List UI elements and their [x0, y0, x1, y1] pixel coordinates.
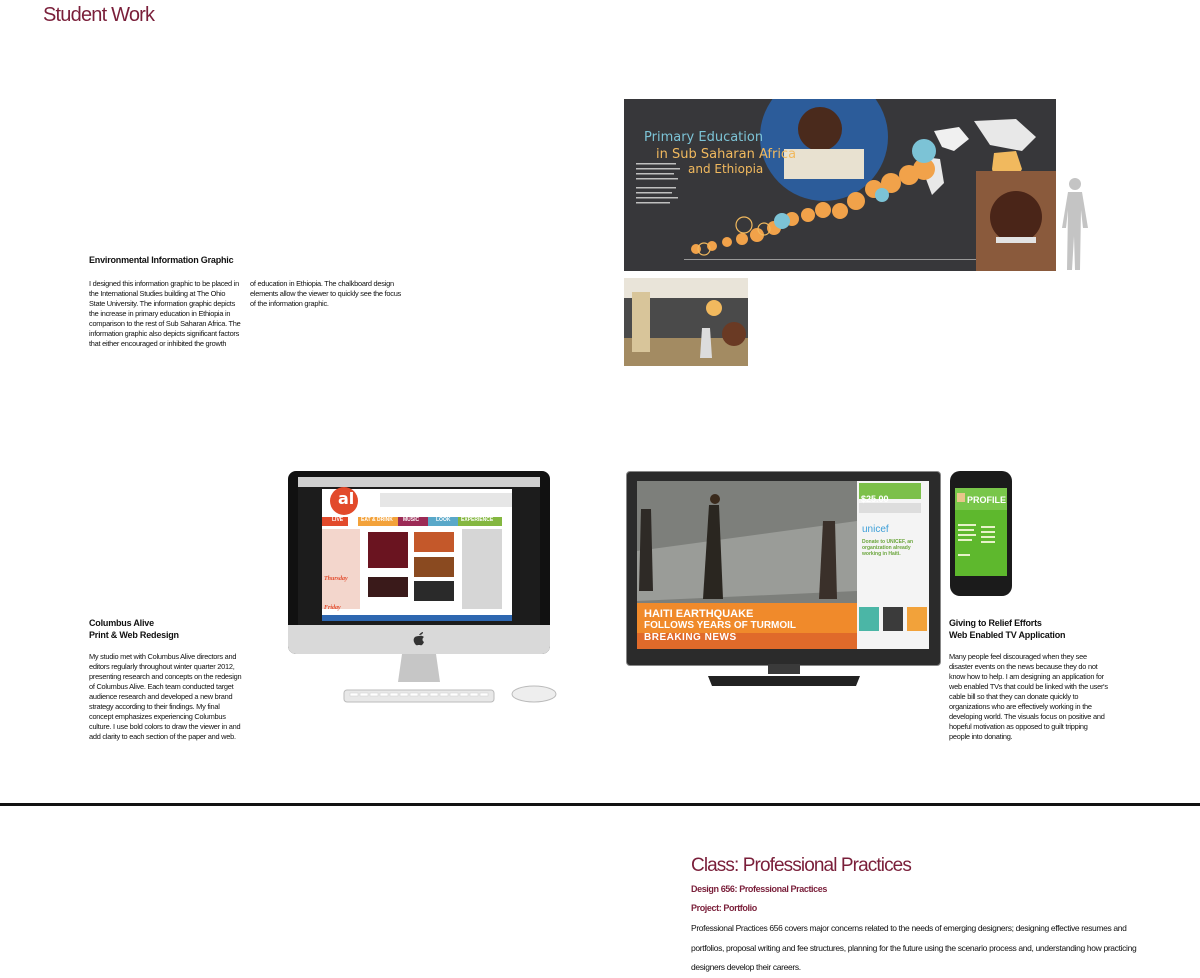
class-project: Project: Portfolio: [691, 903, 757, 913]
alive-nav-look: LOOK: [436, 517, 451, 523]
phone-screen: [955, 488, 1007, 576]
project-title-line-1: Columbus Alive: [89, 618, 154, 628]
alive-nav-live: LIVE: [332, 517, 344, 523]
project-title-line-2: Print & Web Redesign: [89, 630, 179, 640]
columbus-alive-website: [298, 477, 540, 625]
infographic-title-line-2: in Sub Saharan Africa: [656, 147, 797, 162]
class-course: Design 656: Professional Practices: [691, 884, 827, 894]
class-title: Class: Professional Practices: [691, 855, 911, 876]
phone-mockup: [950, 471, 1012, 596]
imac-stand-keyboard-mouse: [340, 654, 560, 706]
tv-donate-text: Donate to UNICEF, an organization already working in Haiti.: [862, 539, 914, 557]
tv-headline-1: HAITI EARTHQUAKE: [644, 608, 754, 620]
hallway-scene: [624, 278, 748, 366]
alive-day-friday: Friday: [324, 605, 341, 611]
tv-donate-amount: $25.00: [861, 494, 889, 504]
imac-screen: [298, 477, 540, 625]
alive-logo: al: [338, 489, 355, 508]
hallway-photo: [624, 278, 748, 366]
project-title-line-2: Web Enabled TV Application: [949, 630, 1066, 640]
tv-breaking-news: BREAKING NEWS: [644, 632, 737, 643]
human-scale-figure-icon: [1058, 176, 1098, 272]
tv-stand: [704, 664, 864, 688]
infographic-artwork: [624, 99, 1056, 271]
project-relief-efforts: [949, 617, 1149, 641]
apple-logo-icon: [413, 632, 425, 646]
project-environmental-graphic: [89, 254, 409, 266]
project-title: Environmental Information Graphic: [89, 255, 234, 265]
project-body: My studio met with Columbus Alive directors and editors regularly throughout winter quarter 2012, presenting research and concepts on the redesign of Columbus Alive. Each team conducted target audience research and developed a new brand strategy according to their findings. My final concept emphasizes experiencing Columbus culture. I use bold colors to draw the viewer in and add clarity to each section of the paper and web.: [89, 652, 242, 741]
project-body-column-2: of education in Ethiopia. The chalkboard design elements allow the viewer to quickly see the focus of the information graphic.: [250, 279, 401, 308]
infographic-title-line-1: Primary Education: [644, 130, 764, 145]
infographic-image: [624, 99, 1056, 271]
tv-mockup: [626, 471, 941, 666]
section-divider: [0, 803, 1200, 806]
tv-screen: [637, 481, 929, 649]
phone-profile-header: PROFILE: [967, 495, 1007, 505]
alive-day-thursday: Thursday: [324, 576, 348, 582]
project-columbus-alive: [89, 617, 279, 641]
imac-mockup: [288, 471, 550, 654]
project-body: Many people feel discouraged when they see disaster events on the news because they do not know how to help. I am designing an application for web enabled TVs that could be linked with the user's cable bill so that they can donate quickly to organizations who are effectively working in the developing world. The visuals focus on positive and hopeful motivation as opposed to guilt tripping people into donating.: [949, 652, 1108, 741]
project-title-line-1: Giving to Relief Efforts: [949, 618, 1042, 628]
project-body-column-1: I designed this information graphic to be placed in the International Studies building at The Ohio State University. The information graphic depicts the increase in primary education in Ethiopia in comparison to the rest of Sub Saharan Africa. The information graphic also depicts significant factors that either encouraged or inhibited the growth: [89, 279, 241, 348]
alive-nav-experience: EXPERIENCE: [461, 517, 494, 523]
infographic-title-line-3: and Ethiopia: [688, 162, 764, 176]
alive-nav-music: MUSIC: [403, 517, 420, 523]
page-title: Student Work: [43, 4, 155, 26]
tv-headline-2: FOLLOWS YEARS OF TURMOIL: [644, 620, 797, 631]
imac-chin: [288, 625, 550, 654]
tv-unicef-logo: unicef: [862, 524, 889, 535]
alive-nav-eat-drink: EAT & DRINK: [361, 517, 393, 523]
class-description: Professional Practices 656 covers major concerns related to the needs of emerging designers; designing effective resumes and portfolios, proposal writing and fee structures, planning for the future using the scenario process and, understanding how practicing designers develop their careers.: [691, 923, 1137, 972]
